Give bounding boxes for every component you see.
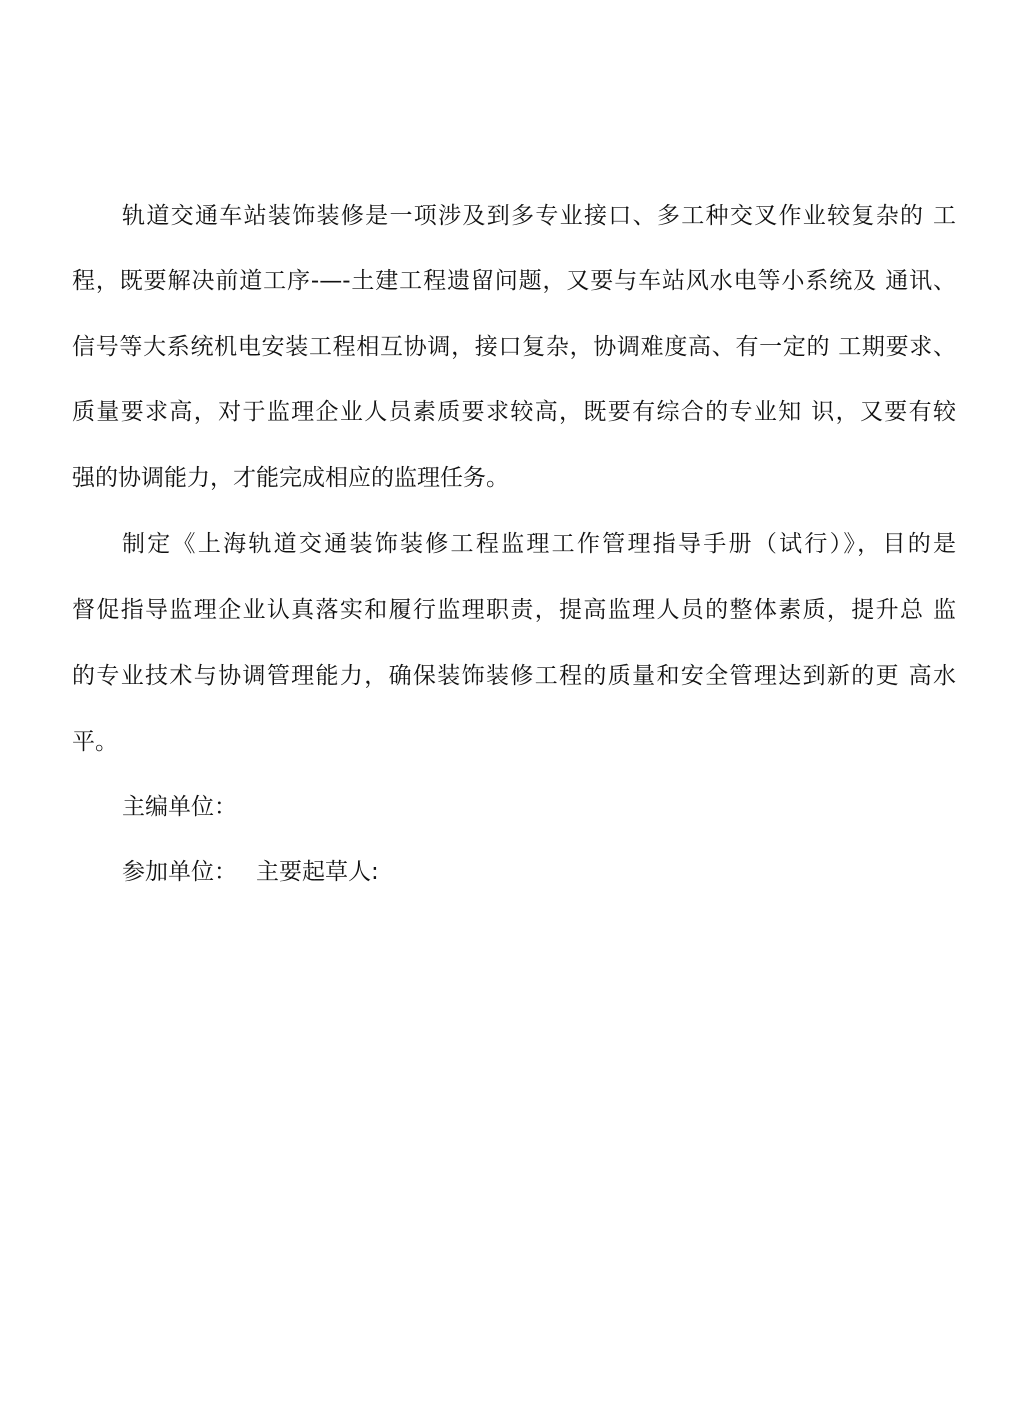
paragraph-2-line-1: 制定《上海轨道交通装饰装修工程监理工作管理指导手册（试行）》，目的是: [122, 531, 956, 557]
paragraph-2-line-4: 平。: [72, 729, 118, 755]
paragraph-1-line-3: 信号等大系统机电安装工程相互协调，接口复杂，协调难度高、有一定的 工期要求、: [72, 334, 956, 360]
paragraph-1-line-2: 程，既要解决前道工序-—-土建工程遗留问题，又要与车站风水电等小系统及 通讯、: [72, 268, 956, 294]
paragraph-2-line-3: 的专业技术与协调管理能力，确保装饰装修工程的质量和安全管理达到新的更 高水: [72, 663, 956, 689]
participating-unit-label: 参加单位：: [122, 859, 237, 885]
paragraph-1-line-1: 轨道交通车站装饰装修是一项涉及到多专业接口、多工种交叉作业较复杂的 工: [122, 203, 956, 229]
chief-unit-label: 主编单位：: [122, 794, 237, 820]
paragraph-1-line-5: 强的协调能力，才能完成相应的监理任务。: [72, 465, 509, 491]
paragraph-1-line-4: 质量要求高，对于监理企业人员素质要求较高，既要有综合的专业知 识，又要有较: [72, 399, 956, 425]
drafters-label: 主要起草人:: [256, 859, 379, 885]
paragraph-2-line-2: 督促指导监理企业认真落实和履行监理职责，提高监理人员的整体素质，提升总 监: [72, 597, 956, 623]
